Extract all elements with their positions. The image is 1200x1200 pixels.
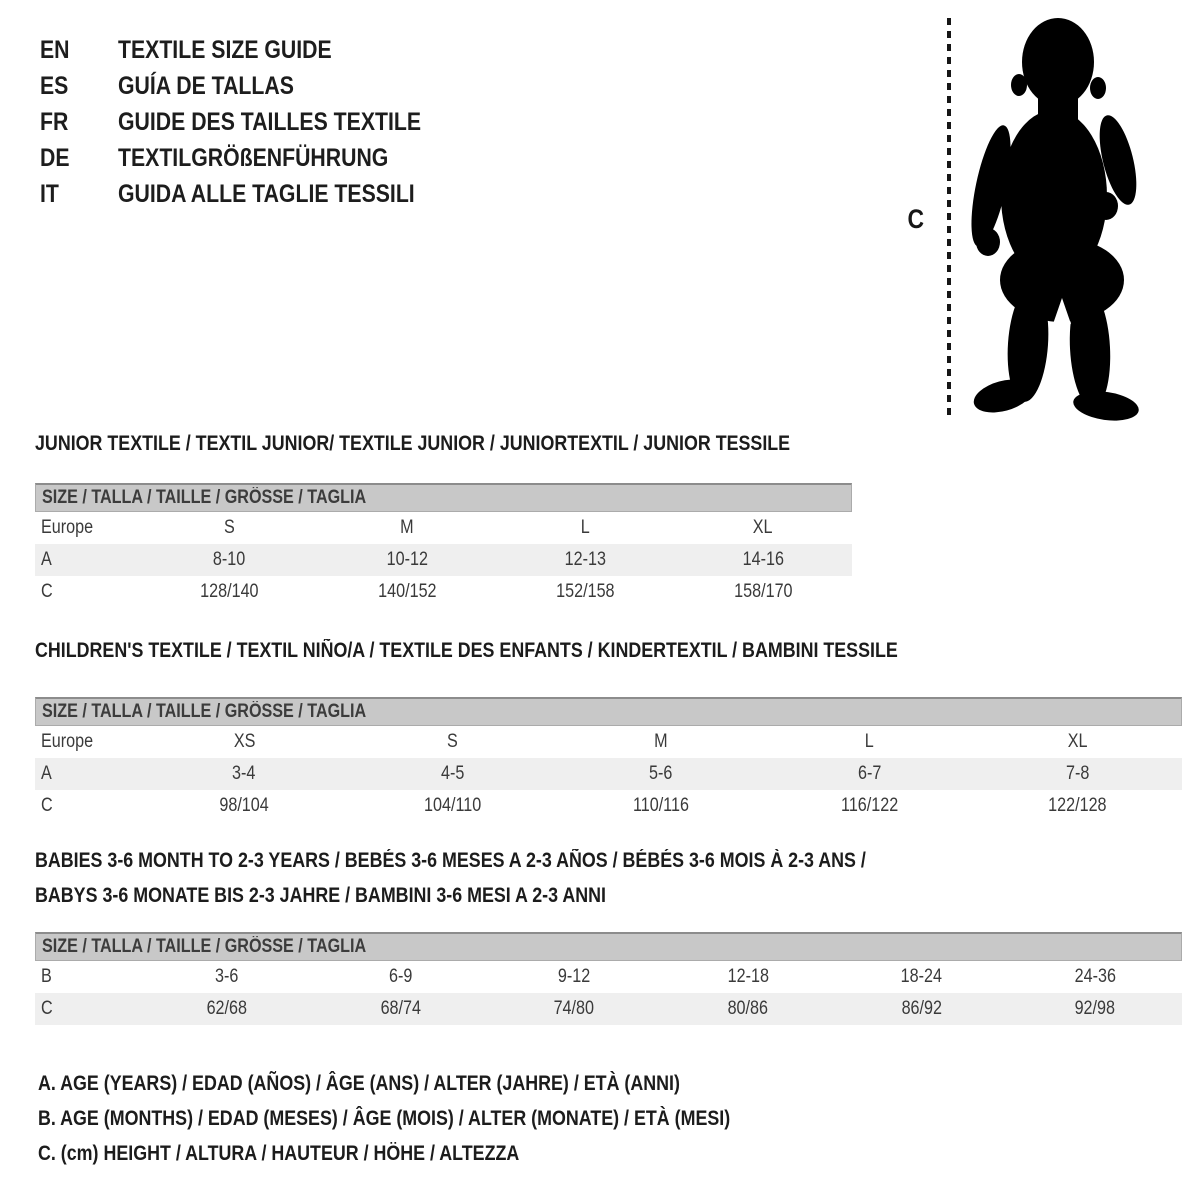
table-row xyxy=(35,758,1182,790)
table-cell: 128/140 xyxy=(199,581,259,602)
table-cell: 5-6 xyxy=(649,763,673,784)
table-cell: 7-8 xyxy=(1066,763,1090,784)
table-cell: XL xyxy=(1067,731,1088,752)
table-cell: 74/80 xyxy=(553,998,595,1019)
language-row-fr xyxy=(40,104,475,140)
language-title: TEXTILGRÖßENFÜHRUNG xyxy=(118,144,389,172)
row-label: Europe xyxy=(41,517,94,538)
table-cell: 12-18 xyxy=(727,966,769,987)
language-title-list xyxy=(40,32,475,212)
table-row xyxy=(35,544,852,576)
row-label: Europe xyxy=(41,731,94,752)
table-cell: 6-9 xyxy=(388,966,413,987)
section-title-babies: BABIES 3-6 MONTH TO 2-3 YEARS / BEBÉS 3-6 MESES A 2-3 AÑOS / BÉBÉS 3-6 MOIS À 2-3 ANS / BABYS 3-6 MONATE BIS 2-3 JAHRE / BAMBINI 3-6 MESI A 2-3 ANNI xyxy=(35,849,866,907)
language-row-de xyxy=(40,140,475,176)
table-row xyxy=(35,790,1182,822)
table-cell: 116/122 xyxy=(840,795,899,816)
toddler-silhouette-image xyxy=(958,14,1146,422)
table-cell: 158/170 xyxy=(733,581,793,602)
table-cell: XL xyxy=(753,517,773,538)
language-row-es xyxy=(40,68,475,104)
table-cell: L xyxy=(864,731,874,752)
table-cell: 80/86 xyxy=(727,998,769,1019)
table-cell: 152/158 xyxy=(555,581,615,602)
row-label: A xyxy=(41,763,52,784)
language-title: GUIDE DES TAILLES TEXTILE xyxy=(118,108,422,136)
table-cell: 12-13 xyxy=(564,549,606,570)
table-cell: 3-6 xyxy=(215,966,239,987)
table-cell: 104/110 xyxy=(424,795,482,816)
table-header: SIZE / TALLA / TAILLE / GRÖSSE / TAGLIA xyxy=(35,697,1182,726)
table-cell: 62/68 xyxy=(206,998,248,1019)
footnote-c: C. (cm) HEIGHT / ALTURA / HAUTEUR / HÖHE / ALTEZZA xyxy=(38,1142,520,1165)
table-row xyxy=(35,961,1182,993)
table-cell: 122/128 xyxy=(1048,795,1108,816)
table-cell: 140/152 xyxy=(377,581,437,602)
footnote-b: B. AGE (MONTHS) / EDAD (MESES) / ÂGE (MOIS) / ALTER (MONATE) / ETÀ (MESI) xyxy=(38,1107,731,1130)
row-label: A xyxy=(41,549,52,570)
row-label: B xyxy=(41,966,52,987)
table-cell: 6-7 xyxy=(857,763,882,784)
language-title: TEXTILE SIZE GUIDE xyxy=(118,36,332,64)
table-cell: 4-5 xyxy=(440,763,465,784)
row-label: C xyxy=(41,795,53,816)
table-row xyxy=(35,726,1182,758)
table-row xyxy=(35,512,852,544)
language-title: GUIDA ALLE TAGLIE TESSILI xyxy=(118,180,415,208)
table-cell: 98/104 xyxy=(219,795,269,816)
table-cell: 14-16 xyxy=(742,549,784,570)
language-code: DE xyxy=(40,144,70,172)
footnote-a: A. AGE (YEARS) / EDAD (AÑOS) / ÂGE (ANS) / ALTER (JAHRE) / ETÀ (ANNI) xyxy=(38,1072,680,1095)
language-code: IT xyxy=(40,180,59,208)
row-label: C xyxy=(41,581,53,602)
table-cell: M xyxy=(400,517,414,538)
babies-size-table xyxy=(35,932,1182,1025)
table-cell: 92/98 xyxy=(1074,998,1116,1019)
table-cell: 68/74 xyxy=(380,998,421,1019)
table-cell: 9-12 xyxy=(558,966,591,987)
footnote-list xyxy=(38,1066,852,1171)
table-cell: 24-36 xyxy=(1074,966,1116,987)
table-cell: XS xyxy=(233,731,255,752)
height-measure-dashed-line xyxy=(947,18,951,418)
children-size-table xyxy=(35,697,1182,822)
language-code: EN xyxy=(40,36,70,64)
language-row-it xyxy=(40,176,475,212)
language-row-en xyxy=(40,32,475,68)
table-cell: S xyxy=(223,517,235,538)
table-row xyxy=(35,993,1182,1025)
table-cell: M xyxy=(654,731,668,752)
section-title-children: CHILDREN'S TEXTILE / TEXTIL NIÑO/A / TEXTILE DES ENFANTS / KINDERTEXTIL / BAMBINI TESSILE xyxy=(35,639,898,662)
table-cell: 8-10 xyxy=(212,549,246,570)
junior-size-table xyxy=(35,483,852,608)
table-header: SIZE / TALLA / TAILLE / GRÖSSE / TAGLIA xyxy=(35,483,852,512)
table-cell: 110/116 xyxy=(633,795,690,816)
section-title-junior: JUNIOR TEXTILE / TEXTIL JUNIOR/ TEXTILE JUNIOR / JUNIORTEXTIL / JUNIOR TESSILE xyxy=(35,432,791,455)
row-label: C xyxy=(41,998,53,1019)
table-row xyxy=(35,576,852,608)
language-code: ES xyxy=(40,72,69,100)
table-cell: 86/92 xyxy=(901,998,942,1019)
table-cell: 10-12 xyxy=(386,549,428,570)
language-code: FR xyxy=(40,108,69,136)
table-cell: 3-4 xyxy=(232,763,256,784)
language-title: GUÍA DE TALLAS xyxy=(118,72,294,100)
height-measure-label: C xyxy=(907,204,925,234)
table-cell: L xyxy=(580,517,590,538)
table-cell: 18-24 xyxy=(900,966,943,987)
table-header: SIZE / TALLA / TAILLE / GRÖSSE / TAGLIA xyxy=(35,932,1182,961)
table-cell: S xyxy=(447,731,459,752)
